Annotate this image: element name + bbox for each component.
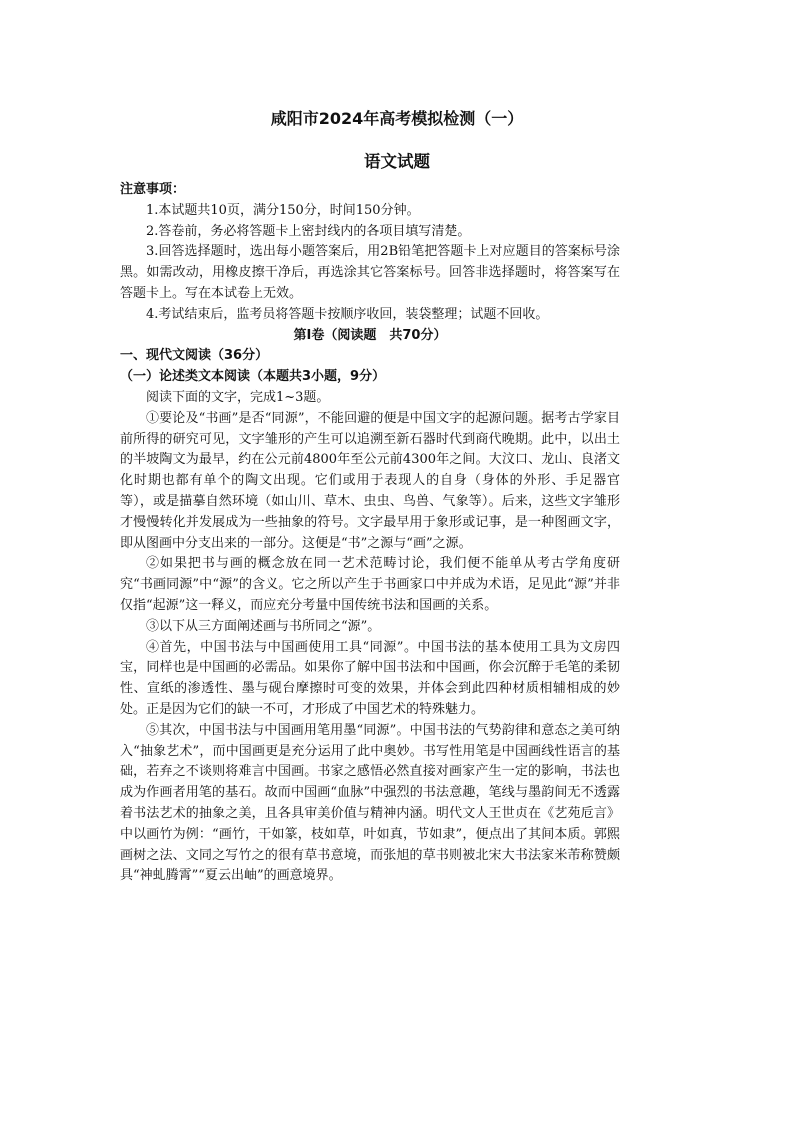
notice-item: 3.回答选择题时，选出每小题答案后，用2B铅笔把答题卡上对应题目的答案标号涂黑。如需改动，用橡皮擦干净后，再选涂其它答案标号。回答非选择题时，将答案写在答题卡上。写在本试卷上无效。 [120, 244, 620, 301]
passage-paragraph: ③以下从三方面阐述画与书所同之“源”。 [146, 618, 381, 634]
notice-item: 2.答卷前，务必将答题卡上密封线内的各项目填写清楚。 [146, 223, 471, 239]
notice-item: 1.本试题共10页，满分150分，时间150分钟。 [146, 202, 420, 218]
notice-label: 注意事项： [120, 182, 186, 197]
exam-content [120, 180, 620, 887]
passage-paragraph: ①要论及“书画”是否“同源”，不能回避的便是中国文字的起源问题。据考古学家目前所得的研究可见，文字雏形的产生可以追溯至新石器时代到商代晚期。此中，以出土的半坡陶文为最早，约在公元前4800年至公元前4300年之间。大汶口、龙山、良渚文化时期也都有单个的陶文出现。它们或用于表现人的自身（身体的外形、手足器官等），或是描摹自然环境（如山川、草木、虫虫、鸟兽、气象等）。后来，这些文字雏形才慢慢转化并发展成为一些抽象的符号。文字最早用于象形或记事，是一种图画文字，即从图画中分支出来的一部分。这便是“书”之源与“画”之源。 [120, 410, 620, 551]
passage-paragraph: ④首先，中国书法与中国画使用工具“同源”。中国书法的基本使用工具为文房四宝，同样也是中国画的必需品。如果你了解中国书法和中国画，你会沉醉于毛笔的柔韧性、宣纸的渗透性、墨与砚台摩擦时可变的效果，并体会到此四种材质相辅相成的妙处。正是因为它们的缺一不可，才形成了中国艺术的特殊魅力。 [120, 639, 620, 717]
passage-paragraph: ⑤其次，中国书法与中国画用笔用墨“同源”。中国书法的气势韵律和意态之美可纳入“抽象艺术”，而中国画更是充分运用了此中奥妙。书写性用笔是中国画线性语言的基础，若弃之不谈则将难言中国画。书家之感悟必然直接对画家产生一定的影响，书法也成为作画者用笔的基石。故而中国画“血脉”中强烈的书法意趣，笔线与墨韵间无不透露着书法艺术的抽象之美，且各具审美价值与精神内涵。明代文人王世贞在《艺苑卮言》中以画竹为例：“画竹，干如篆，枝如草，叶如真，节如隶”，便点出了其间本质。郭熙画树之法、文同之写竹之的很有草书意境，而张旭的草书则被北宋大书法家米芾称赞颇具“神虬腾霄”“夏云出岫”的画意境界。 [120, 722, 620, 884]
reading-instruction: 阅读下面的文字，完成1~3题。 [146, 389, 330, 405]
passage-paragraph: ②如果把书与画的概念放在同一艺术范畴讨论，我们便不能单从考古学角度研究“书画同源”中“源”的含义。它之所以产生于书画家口中并成为术语，足见此“源”并非仅指“起源”这一释义，而应充分考量中国传统书法和国画的关系。 [120, 556, 620, 613]
exam-subtitle: 语文试题 [364, 152, 430, 171]
notice-item: 4.考试结束后，监考员将答题卡按顺序收回，装袋整理；试题不回收。 [146, 306, 549, 322]
section-heading: 一、现代文阅读（36分） [120, 348, 269, 364]
exam-title: 咸阳市2024年高考模拟检测（一） [270, 109, 524, 128]
subsection-heading: （一）论述类文本阅读（本题共3小题，9分） [120, 369, 386, 385]
volume-title: 第Ⅰ卷（阅读题 共70分） [293, 327, 447, 343]
